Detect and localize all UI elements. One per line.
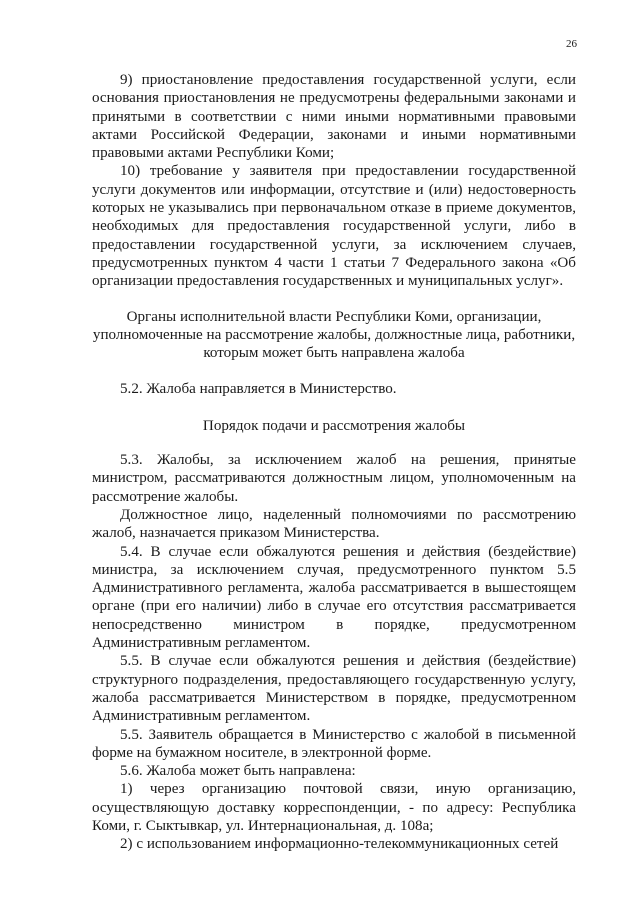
page-number: 26: [566, 38, 577, 50]
paragraph-official: Должностное лицо, наделенный полномочиями по рассмотрению жалоб, назначается приказом Министерства.: [92, 506, 576, 542]
paragraph-5-5-b: 5.5. Заявитель обращается в Министерство с жалобой в письменной форме на бумажном носителе, в электронной форме.: [92, 726, 576, 761]
list-item-10: 10) требование у заявителя при предоставлении государственной услуги документов или информации, отсутствие и (или) недостоверность которых не указывались при первоначальном отказе в приеме документов, необходимых для предоставления государственной услуги, либо в предоставлении государственной услуги, за исключением случаев, предусмотренных пунктом 4 части 1 статьи 7 Федерального закона «Об организации предоставления государственных и муниципальных услуг».: [92, 163, 576, 290]
paragraph-5-5-a: 5.5. В случае если обжалуются решения и действия (бездействие) структурного подразделения, предоставляющего государственную услугу, жалоба рассматривается Министерством в порядке, предусмотренном Административным регламентом.: [92, 653, 576, 725]
paragraph-5-6: 5.6. Жалоба может быть направлена:: [120, 763, 356, 780]
paragraph-5-2: 5.2. Жалоба направляется в Министерство.: [120, 381, 397, 398]
paragraph-5-4: 5.4. В случае если обжалуются решения и действия (бездействие) министра, за исключением случая, предусмотренного пунктом 5.5 Административного регламента, жалоба рассматривается в вышестоящем органе (при его наличии) либо в случае его отсутствия рассматривается непосредственно министром в порядке, предусмотренном Административным регламентом.: [92, 543, 576, 652]
section-heading-bodies: Органы исполнительной власти Республики Коми, организации, уполномоченные на рассмотрение жалобы, должностные лица, работники, которым может быть направлена жалоба: [92, 308, 576, 362]
paragraph-5-3: 5.3. Жалобы, за исключением жалоб на решения, принятые министром, рассматриваются должностным лицом, уполномоченным на рассмотрение жалобы.: [92, 452, 576, 505]
list-item-2: 2) с использованием информационно-телекоммуникационных сетей: [120, 836, 559, 853]
list-item-9: 9) приостановление предоставления государственной услуги, если основания приостановления не предусмотрены федеральными законами и принятыми в соответствии с ними иными нормативными правовыми актами Российской Федерации, законами и иными нормативными правовыми актами Республики Коми;: [92, 72, 576, 162]
document-body: [92, 71, 576, 854]
section-heading-procedure: Порядок подачи и рассмотрения жалобы: [202, 417, 466, 434]
list-item-1: 1) через организацию почтовой связи, иную организацию, осуществляющую доставку корреспонденции, - по адресу: Республика Коми, г. Сыктывкар, ул. Интернациональная, д. 108а;: [92, 781, 576, 834]
